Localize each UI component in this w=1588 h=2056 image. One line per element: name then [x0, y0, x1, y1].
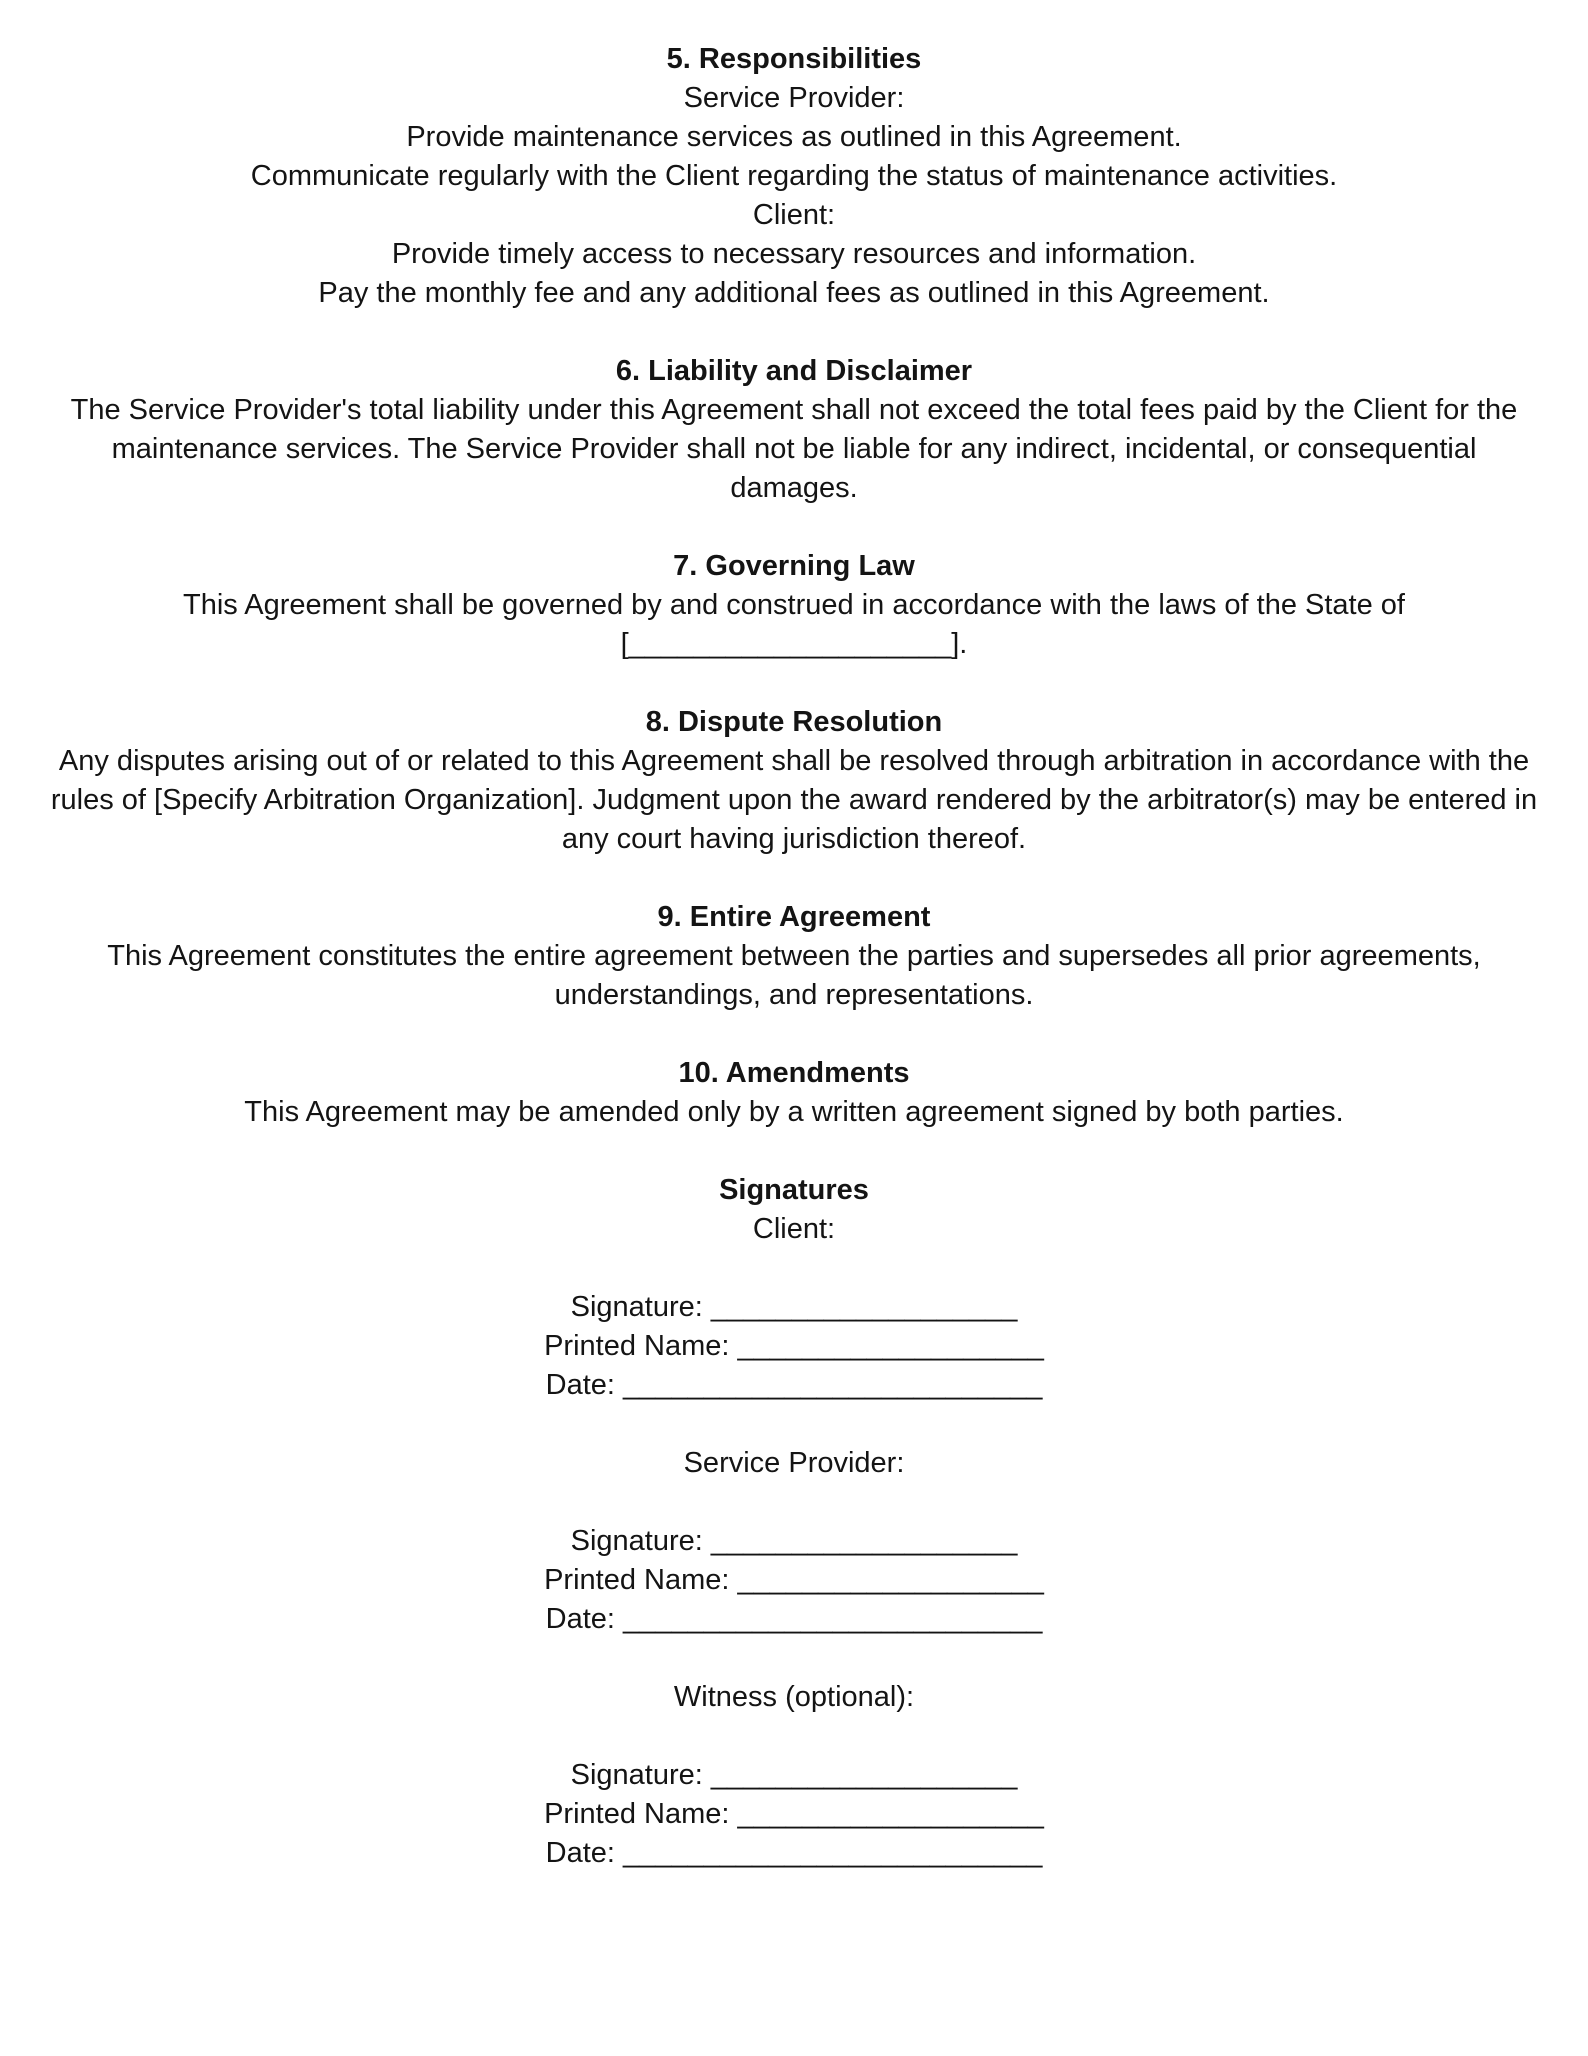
- witness-signature-field[interactable]: Signature: ___________________: [570, 1759, 1018, 1791]
- heading-governing-law: 7. Governing Law: [673, 550, 915, 582]
- section-governing-law: [0, 547, 1588, 664]
- heading-dispute-resolution: 8. Dispute Resolution: [645, 706, 943, 738]
- heading-entire-agreement: 9. Entire Agreement: [657, 901, 931, 933]
- section-liability: [0, 352, 1588, 508]
- client-printed-name-field[interactable]: Printed Name: ___________________: [544, 1330, 1044, 1362]
- heading-signatures: Signatures: [719, 1174, 869, 1206]
- section-signatures: [0, 1171, 1588, 1873]
- provider-date-field[interactable]: Date: __________________________: [545, 1603, 1043, 1635]
- responsibility-line: Provide timely access to necessary resources and information.: [391, 238, 1197, 270]
- witness-printed-name-field[interactable]: Printed Name: ___________________: [544, 1798, 1044, 1830]
- witness-label: Witness (optional):: [673, 1681, 915, 1713]
- client-label: Client:: [752, 1213, 836, 1245]
- entire-agreement-text: This Agreement constitutes the entire agreement between the parties and supersedes all prior agreements, understandings, and representations.: [107, 940, 1481, 1011]
- section-entire-agreement: [0, 898, 1588, 1015]
- responsibility-line: Provide maintenance services as outlined in this Agreement.: [406, 121, 1182, 153]
- heading-responsibilities: 5. Responsibilities: [666, 43, 922, 75]
- section-dispute-resolution: [0, 703, 1588, 859]
- responsibility-line: Client:: [752, 199, 836, 231]
- provider-signature-field[interactable]: Signature: ___________________: [570, 1525, 1018, 1557]
- responsibility-line: Pay the monthly fee and any additional fees as outlined in this Agreement.: [318, 277, 1270, 309]
- provider-label: Service Provider:: [683, 1447, 905, 1479]
- agreement-page: [0, 40, 1588, 1873]
- amendments-text: This Agreement may be amended only by a written agreement signed by both parties.: [244, 1096, 1344, 1128]
- heading-liability: 6. Liability and Disclaimer: [615, 355, 973, 387]
- client-signature-field[interactable]: Signature: ___________________: [570, 1291, 1018, 1323]
- client-date-field[interactable]: Date: __________________________: [545, 1369, 1043, 1401]
- witness-date-field[interactable]: Date: __________________________: [545, 1837, 1043, 1869]
- responsibility-line: Service Provider:: [683, 82, 905, 114]
- governing-law-blank: [____________________].: [620, 628, 968, 660]
- section-amendments: [0, 1054, 1588, 1132]
- section-responsibilities: [0, 40, 1588, 313]
- responsibility-line: Communicate regularly with the Client regarding the status of maintenance activities.: [250, 160, 1338, 192]
- provider-printed-name-field[interactable]: Printed Name: ___________________: [544, 1564, 1044, 1596]
- liability-text: The Service Provider's total liability under this Agreement shall not exceed the total fees paid by the Client for the maintenance services. The Service Provider shall not be liable for any indirect, incidental, or consequential damages.: [70, 394, 1518, 504]
- dispute-resolution-text: Any disputes arising out of or related to this Agreement shall be resolved through arbitration in accordance with the rules of [Specify Arbitration Organization]. Judgment upon the award rendered by the arbitrator(s) may be entered in any court having jurisdiction thereof.: [50, 745, 1538, 855]
- governing-law-text: This Agreement shall be governed by and construed in accordance with the laws of the State of: [183, 589, 1405, 621]
- heading-amendments: 10. Amendments: [678, 1057, 910, 1089]
